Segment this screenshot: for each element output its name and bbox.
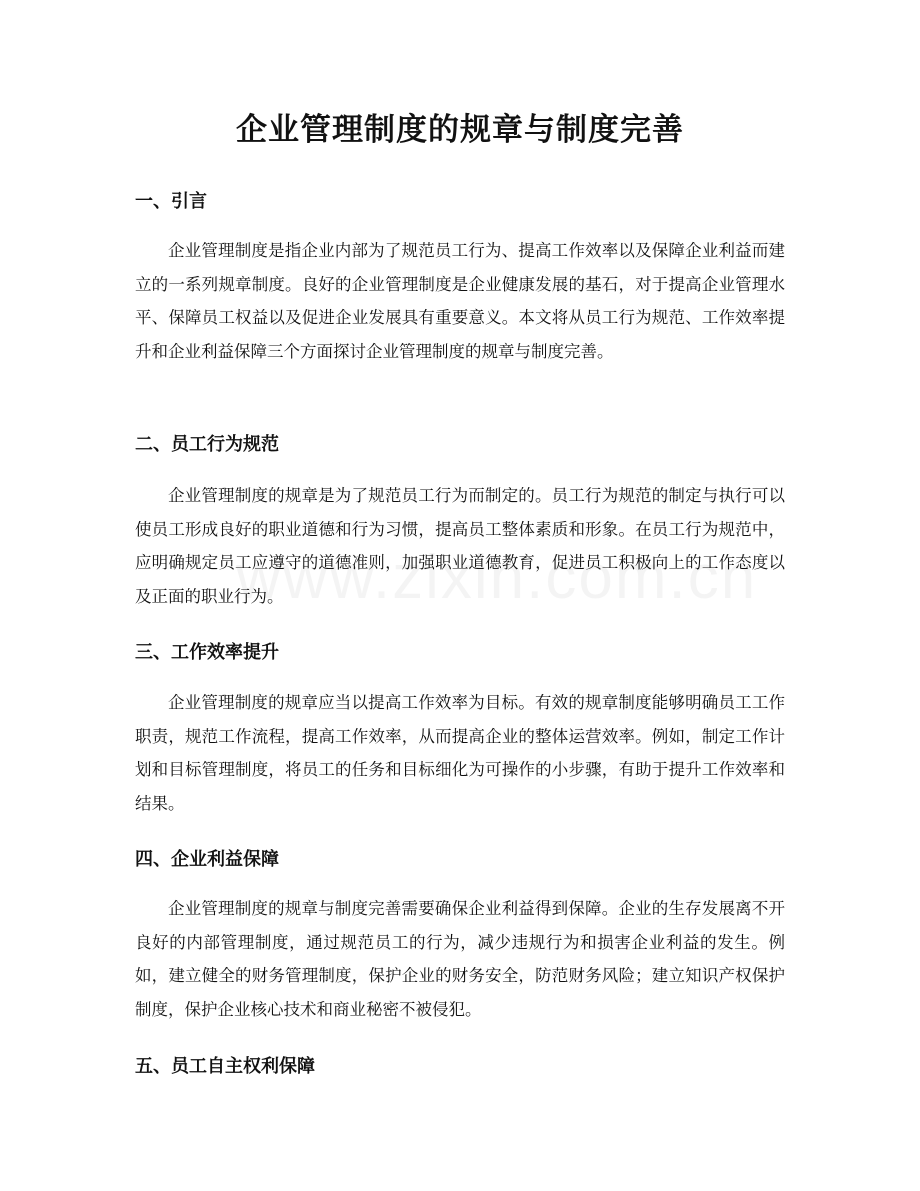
section-body-interest: 企业管理制度的规章与制度完善需要确保企业利益得到保障。企业的生存发展离不开良好的内部管理制度，通过规范员工的行为，减少违规行为和损害企业利益的发生。例如，建立健全的财务管理制度，保护企业的财务安全，防范财务风险；建立知识产权保护制度，保护企业核心技术和商业秘密不被侵犯。 [135,899,785,1019]
section-heading-rights: 五、员工自主权利保障 [135,1056,315,1077]
document-title: 企业管理制度的规章与制度完善 [236,112,684,148]
section-heading-interest: 四、企业利益保障 [135,849,279,870]
section-body-behavior: 企业管理制度的规章是为了规范员工行为而制定的。员工行为规范的制定与执行可以使员工形成良好的职业道德和行为习惯，提高员工整体素质和形象。在员工行为规范中，应明确规定员工应遵守的道德准则，加强职业道德教育，促进员工积极向上的工作态度以及正面的职业行为。 [135,486,785,606]
section-body-intro: 企业管理制度是指企业内部为了规范员工行为、提高工作效率以及保障企业利益而建立的一系列规章制度。良好的企业管理制度是企业健康发展的基石，对于提高企业管理水平、保障员工权益以及促进企业发展具有重要意义。本文将从员工行为规范、工作效率提升和企业利益保障三个方面探讨企业管理制度的规章与制度完善。 [135,241,785,361]
section-heading-efficiency: 三、工作效率提升 [135,642,279,663]
section-heading-behavior: 二、员工行为规范 [135,434,279,455]
section-body-efficiency: 企业管理制度的规章应当以提高工作效率为目标。有效的规章制度能够明确员工工作职责，规范工作流程，提高工作效率，从而提高企业的整体运营效率。例如，制定工作计划和目标管理制度，将员工的任务和目标细化为可操作的小步骤，有助于提升工作效率和结果。 [135,693,785,813]
section-heading-intro: 一、引言 [135,191,207,212]
